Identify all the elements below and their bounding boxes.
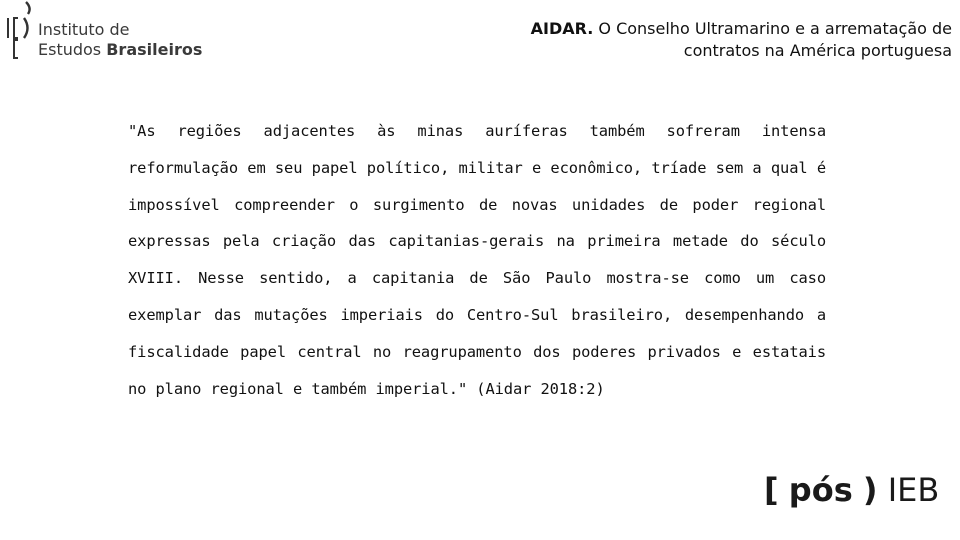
logo-line-2-b: Brasileiros [106, 40, 203, 59]
quote-text: "As regiões adjacentes às minas auríferas também sofreram intensa reformulação em seu papel político, militar e econômico, tríade sem a qual é impossível compreender o surgimento de novas unidades de poder regional expressas pela criação das capitanias-gerais na primeira metade do século XVIII. Nesse sentido, a capitania de São Paulo mostra-se como um caso exemplar das mutações imperiais do Centro-Sul brasileiro, desempenhando a fiscalidade papel central no reagrupamento dos poderes privados e estatais no plano regional e também imperial." (Aidar 2018:2) [128, 122, 826, 398]
ieb-logo [0, 0, 210, 70]
logo-text [38, 20, 202, 60]
pos-ieb-logo [764, 462, 954, 522]
bracket-logo-icon [4, 0, 38, 64]
logo-line-1: Instituto de [38, 20, 130, 39]
pos-logo-close-paren: ) [862, 471, 878, 509]
title-rest: O Conselho Ultramarino e a arrematação de [593, 19, 952, 38]
logo-line-2-a: Estudos [38, 40, 107, 59]
pos-logo-ieb: IEB [887, 471, 940, 509]
title-line-1 [392, 18, 952, 40]
title-author: AIDAR. [530, 19, 594, 38]
logo-line-2 [38, 40, 202, 60]
pos-logo-word: pós [788, 471, 853, 509]
slide-title [392, 18, 952, 62]
pos-logo-open-bracket: [ [764, 471, 779, 509]
title-line-2: contratos na América portuguesa [683, 41, 952, 60]
